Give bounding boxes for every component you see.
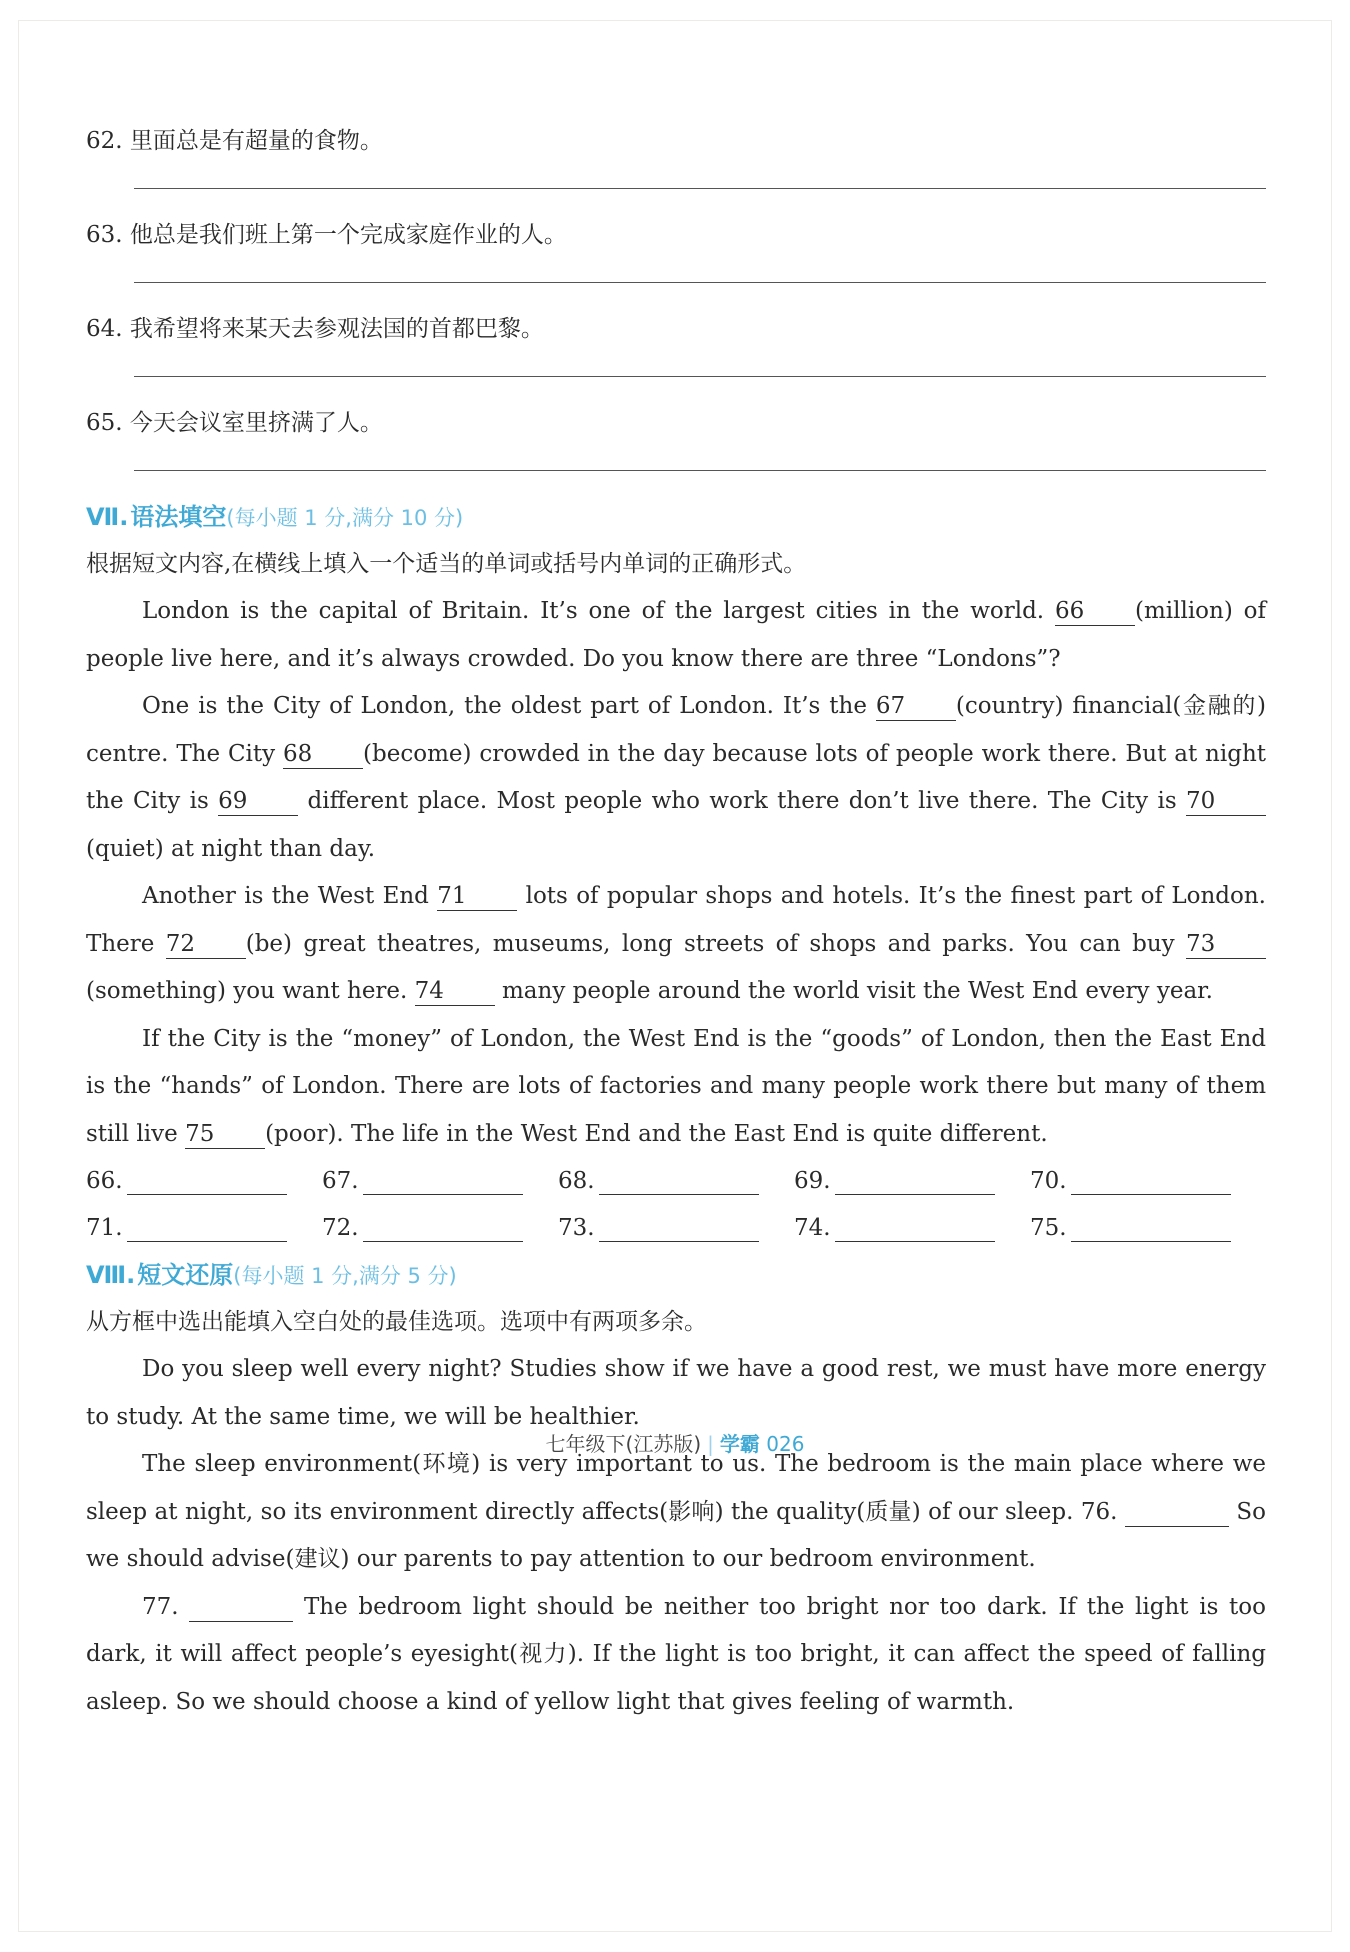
passage-paragraph-2: The sleep environment(环境) is very important to us. The bedroom is the main place where we sleep at night, so its environment directly affects(影响) the quality(质量) of our sleep. 76. So we should advise(建议) our parents to pay attention to our bedroom environment. (86, 1451, 1266, 1572)
footer-separator: | (707, 1432, 714, 1456)
blank-73[interactable]: 73 (1186, 930, 1266, 959)
answer-grid-row-2 (86, 1205, 1266, 1252)
page-footer (0, 1428, 1350, 1457)
passage-paragraph-3: 77. The bedroom light should be neither too bright nor too dark. If the light is too dark, it will affect people’s eyesight(视力). If the light is too bright, it can affect the speed of falling asleep. So we should choose a kind of yellow light that gives feeling of warmth. (86, 1593, 1266, 1715)
answer-line[interactable] (599, 1164, 759, 1195)
section-score-note: (每小题 1 分,满分 10 分) (226, 506, 464, 530)
answer-line[interactable] (835, 1211, 995, 1242)
answer-line[interactable] (835, 1164, 995, 1195)
section-name: 短文还原 (137, 1261, 234, 1289)
passage-paragraph-1: Do you sleep well every night? Studies show if we have a good rest, we must have more energy to study. At the same time, we will be healthier. (86, 1356, 1266, 1430)
translation-item-65 (86, 400, 1266, 471)
answer-grid-row-1 (86, 1158, 1266, 1205)
answer-slot-67: 67. (322, 1158, 558, 1205)
answer-line[interactable] (363, 1211, 523, 1242)
answer-line[interactable] (134, 282, 1266, 283)
passage-paragraph-1: London is the capital of Britain. It’s one of the largest cities in the world. 66 (million) of people live here, and it’s always crowded. Do you know there are three “Londons”? (86, 598, 1267, 672)
answer-line[interactable] (1071, 1211, 1231, 1242)
answer-slot-74: 74. (794, 1205, 1030, 1252)
item-number: 64. (86, 316, 123, 342)
page-number: 026 (766, 1432, 805, 1456)
blank-70[interactable]: 70 (1186, 787, 1266, 816)
blank-66[interactable]: 66 (1055, 597, 1135, 626)
blank-77[interactable] (189, 1593, 293, 1622)
answer-slot-68: 68. (558, 1158, 794, 1205)
item-text: 里面总是有超量的食物。 (129, 128, 383, 154)
section-7-title (86, 494, 1266, 540)
answer-line[interactable] (134, 376, 1266, 377)
answer-line[interactable] (134, 470, 1266, 471)
section-name: 语法填空 (130, 503, 227, 531)
blank-74[interactable]: 74 (415, 977, 495, 1006)
section-score-note: (每小题 1 分,满分 5 分) (233, 1264, 457, 1288)
item-text: 我希望将来某天去参观法国的首都巴黎。 (129, 316, 544, 342)
blank-69[interactable]: 69 (218, 787, 298, 816)
section-number: Ⅶ. (86, 503, 129, 531)
item-number: 77. (142, 1593, 179, 1620)
blank-71[interactable]: 71 (437, 882, 517, 911)
item-number: 63. (86, 222, 123, 248)
answer-slot-75: 75. (1030, 1205, 1266, 1252)
item-number: 62. (86, 128, 123, 154)
blank-75[interactable]: 75 (185, 1120, 265, 1149)
passage-paragraph-3: Another is the West End 71 lots of popular shops and hotels. It’s the finest part of London. There 72 (be) great theatres, museums, long streets of shops and parks. You can buy 73(something) you want here. 74 many people around the world visit the West End every year. (86, 883, 1266, 1004)
answer-line[interactable] (127, 1211, 287, 1242)
translation-item-62 (86, 118, 1266, 189)
item-text: 他总是我们班上第一个完成家庭作业的人。 (129, 222, 567, 248)
answer-slot-70: 70. (1030, 1158, 1266, 1205)
item-number: 65. (86, 410, 123, 436)
grade-label: 七年级下(江苏版) (545, 1432, 702, 1456)
answer-line[interactable] (127, 1164, 287, 1195)
passage-paragraph-2: One is the City of London, the oldest part of London. It’s the 67 (country) financial(金融的) centre. The City 68 (become) crowded in the day because lots of people work there. But at night the City is 69 different place. Most people who work there don’t live there. The City is 70(quiet) at night than day. (86, 693, 1266, 862)
section-number: Ⅷ. (86, 1261, 136, 1289)
answer-slot-73: 73. (558, 1205, 794, 1252)
passage-paragraph-4: If the City is the “money” of London, the West End is the “goods” of London, then the East End is the “hands” of London. There are lots of factories and many people work there but many of them still live 75 (poor). The life in the West End and the East End is quite different. (86, 1025, 1266, 1147)
blank-76[interactable] (1125, 1498, 1229, 1527)
answer-slot-71: 71. (86, 1205, 322, 1252)
section-8-instruction: 从方框中选出能填入空白处的最佳选项。选项中有两项多余。 (86, 1309, 707, 1335)
answer-line[interactable] (1071, 1164, 1231, 1195)
answer-slot-72: 72. (322, 1205, 558, 1252)
answer-line[interactable] (599, 1211, 759, 1242)
answer-line[interactable] (134, 188, 1266, 189)
translation-item-64 (86, 306, 1266, 377)
blank-67[interactable]: 67 (876, 692, 956, 721)
answer-line[interactable] (363, 1164, 523, 1195)
brand-logo: 学霸 (719, 1432, 760, 1456)
item-number: 76. (1080, 1498, 1118, 1525)
section-7-instruction: 根据短文内容,在横线上填入一个适当的单词或括号内单词的正确形式。 (86, 551, 807, 577)
answer-slot-69: 69. (794, 1158, 1030, 1205)
blank-68[interactable]: 68 (283, 740, 363, 769)
blank-72[interactable]: 72 (166, 930, 246, 959)
translation-item-63 (86, 212, 1266, 283)
item-text: 今天会议室里挤满了人。 (129, 410, 383, 436)
answer-slot-66: 66. (86, 1158, 322, 1205)
section-8-title (86, 1252, 1266, 1298)
worksheet-content (86, 118, 1266, 1726)
